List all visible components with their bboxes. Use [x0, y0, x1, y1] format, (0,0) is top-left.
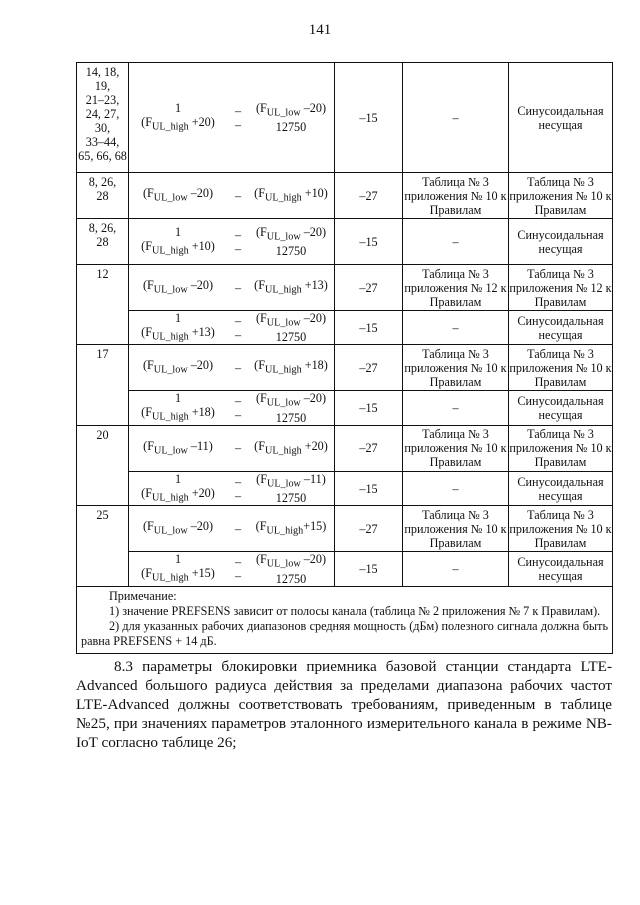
band-line: 21–23,	[85, 93, 120, 107]
range-to: ($F_{UL\_low}$ –20)	[255, 311, 327, 329]
signal-type-cell: Таблица № 3 приложения № 10 к Правилам	[509, 174, 612, 217]
level-cell: –15	[335, 391, 403, 425]
range-from: 1	[174, 100, 182, 115]
interferer-cell: –	[403, 311, 509, 345]
level-cell: –27	[335, 425, 403, 471]
frequency-range-cell	[129, 552, 335, 586]
frequency-range-cell	[129, 311, 335, 345]
band-cell	[77, 506, 129, 586]
frequency-range-cell	[129, 219, 335, 265]
table-row	[77, 552, 613, 586]
range-dash: –	[234, 569, 242, 584]
table-row	[77, 265, 613, 311]
range-from: ($F_{UL\_low}$ –11)	[143, 438, 213, 457]
band-line: 17	[96, 347, 109, 362]
range-to: ($F_{UL\_low}$ –11)	[256, 471, 326, 490]
band-line: 24, 27,	[85, 107, 120, 121]
band-line: 14, 18,	[85, 65, 120, 79]
range-dash: –	[234, 555, 242, 570]
signal-type-cell: Синусоидальная несущая	[509, 471, 613, 505]
band-line: 8, 26,	[88, 175, 117, 189]
frequency-range-cell	[129, 345, 335, 391]
band-line: 28	[96, 235, 109, 249]
range-dash: –	[234, 521, 242, 536]
level-cell: –15	[335, 311, 403, 345]
band-cell	[77, 265, 129, 345]
range-dash: –	[234, 227, 242, 242]
table-body	[77, 63, 613, 654]
band-line: 12	[96, 267, 109, 281]
band-cell	[77, 219, 129, 265]
signal-type-cell: Синусоидальная несущая	[509, 552, 613, 586]
level-cell: –27	[335, 345, 403, 391]
range-dash: –	[234, 408, 242, 423]
table-row	[77, 345, 613, 391]
range-from: $(F_{UL\_high} +18)$	[141, 405, 215, 423]
range-dash: –	[234, 241, 242, 256]
range-dash: –	[234, 441, 242, 456]
range-to: 12750	[275, 244, 307, 259]
band-line: 8, 26,	[88, 221, 117, 235]
level-cell: –15	[335, 63, 403, 173]
interferer-cell: Таблица № 3 приложения № 10 к Правилам	[404, 507, 507, 550]
level-cell: –15	[335, 219, 403, 265]
band-line: 28	[96, 189, 109, 203]
range-from: $(F_{UL\_high} +20)$	[141, 114, 215, 133]
table-row	[77, 311, 613, 345]
table-row	[77, 219, 613, 265]
signal-type-cell: Таблица № 3 приложения № 10 к Правилам	[509, 346, 612, 389]
table-row	[77, 63, 613, 173]
range-from: ($F_{UL\_low}$ –20)	[142, 358, 214, 376]
range-dash: –	[234, 360, 242, 375]
range-to: $(F_{UL\_high} +20)$	[254, 438, 328, 457]
range-to: ($F_{UL\_low}$ –20)	[255, 552, 327, 570]
range-dash: –	[234, 488, 242, 503]
range-dash: –	[234, 103, 242, 118]
band-cell	[77, 173, 129, 219]
range-from: 1	[174, 552, 182, 567]
table-row	[77, 391, 613, 425]
range-from: $(F_{UL\_high} +15)$	[141, 566, 215, 584]
signal-type-cell: Таблица № 3 приложения № 12 к Правилам	[509, 266, 612, 309]
range-dash: –	[234, 117, 242, 132]
frequency-range-cell	[129, 471, 335, 505]
range-to: ($F_{UL\_low}$ –20)	[255, 391, 327, 409]
range-to: $(F_{UL\_high} +13)$	[254, 277, 328, 296]
range-to: $(F_{UL\_high} +10)$	[254, 185, 328, 204]
signal-type-cell: Синусоидальная несущая	[509, 311, 613, 345]
blocking-parameters-table	[76, 62, 613, 654]
notes-row	[77, 586, 613, 653]
page-number: 141	[308, 22, 332, 38]
range-from: $(F_{UL\_high} +20)$	[141, 485, 215, 504]
notes-title: Примечание:	[109, 588, 177, 603]
notes-cell	[77, 586, 613, 653]
range-to: 12750	[275, 491, 307, 506]
section-8-3-paragraph: 8.3 параметры блокировки приемника базовой станции стандарта LTE-Advanced большого радиуса действия за пределами диапазона рабочих частот LTE-Advanced должны соответствовать требованиям, приведенным в таблице №25, при значениях параметров эталонного измерительного канала в режиме NB-IoT согласно таблице 26;	[76, 658, 612, 751]
level-cell: –15	[335, 552, 403, 586]
level-cell: –27	[335, 265, 403, 311]
signal-type-cell: Синусоидальная несущая	[509, 391, 613, 425]
signal-type-cell: Таблица № 3 приложения № 10 к Правилам	[509, 507, 612, 550]
frequency-range-cell	[129, 265, 335, 311]
signal-type-cell: Синусоидальная несущая	[509, 63, 613, 173]
range-from: 1	[174, 391, 182, 406]
range-to: $(F_{UL\_high}+15)$	[255, 519, 327, 537]
range-dash: –	[234, 327, 242, 342]
range-to: 12750	[275, 571, 307, 586]
table-row	[77, 471, 613, 505]
range-from: 1	[174, 311, 182, 325]
range-from: 1	[174, 224, 182, 239]
range-dash: –	[234, 280, 242, 295]
range-from: ($F_{UL\_low}$ –20)	[142, 277, 214, 296]
band-line: 25	[96, 508, 109, 523]
range-to: ($F_{UL\_low}$ –20)	[255, 224, 327, 243]
signal-type-cell: Синусоидальная несущая	[509, 219, 613, 265]
range-to: 12750	[275, 120, 307, 135]
interferer-cell: –	[403, 552, 509, 586]
level-cell: –27	[335, 506, 403, 552]
band-line: 33–44,	[85, 135, 120, 149]
range-to: $(F_{UL\_high} +18)$	[254, 358, 328, 376]
range-from: ($F_{UL\_low}$ –20)	[142, 185, 214, 204]
range-dash: –	[234, 394, 242, 409]
note-item: 1) значение PREFSENS зависит от полосы канала (таблица № 2 приложения № 7 к Правилам).	[109, 603, 601, 618]
frequency-range-cell	[129, 425, 335, 471]
level-cell: –27	[335, 173, 403, 219]
band-cell	[77, 345, 129, 425]
band-cell	[77, 425, 129, 505]
range-to: ($F_{UL\_low}$ –20)	[255, 100, 327, 119]
frequency-range-cell	[129, 173, 335, 219]
interferer-cell: Таблица № 3 приложения № 10 к Правилам	[404, 174, 507, 217]
interferer-cell: Таблица № 3 приложения № 12 к Правилам	[404, 266, 507, 309]
band-line: 65, 66, 68	[78, 149, 127, 163]
interferer-cell: –	[403, 63, 509, 173]
range-from: ($F_{UL\_low}$ –20)	[142, 519, 214, 537]
range-dash: –	[234, 188, 242, 203]
band-cell	[77, 63, 129, 173]
signal-type-cell: Таблица № 3 приложения № 10 к Правилам	[509, 427, 612, 470]
table-row	[77, 506, 613, 552]
range-to: 12750	[275, 410, 307, 425]
band-line: 20	[96, 427, 109, 442]
range-dash: –	[234, 474, 242, 489]
interferer-cell: Таблица № 3 приложения № 10 к Правилам	[404, 427, 507, 470]
band-line: 30,	[94, 121, 111, 135]
band-line: 19,	[94, 79, 111, 93]
note-item: 2) для указанных рабочих диапазонов средняя мощность (дБм) полезного сигнала должна быть равна PREFSENS + 14 дБ.	[81, 618, 608, 648]
table-row	[77, 425, 613, 471]
range-from: $(F_{UL\_high} +10)$	[141, 238, 215, 257]
interferer-cell: –	[403, 391, 509, 425]
range-from: 1	[174, 471, 182, 486]
level-cell: –15	[335, 471, 403, 505]
interferer-cell: –	[403, 471, 509, 505]
frequency-range-cell	[129, 391, 335, 425]
table-row	[77, 173, 613, 219]
range-from: $(F_{UL\_high} +13)$	[141, 325, 215, 343]
interferer-cell: –	[403, 219, 509, 265]
interferer-cell: Таблица № 3 приложения № 10 к Правилам	[404, 346, 507, 389]
range-to: 12750	[275, 330, 307, 345]
range-dash: –	[234, 313, 242, 328]
frequency-range-cell	[129, 506, 335, 552]
frequency-range-cell	[129, 63, 335, 173]
